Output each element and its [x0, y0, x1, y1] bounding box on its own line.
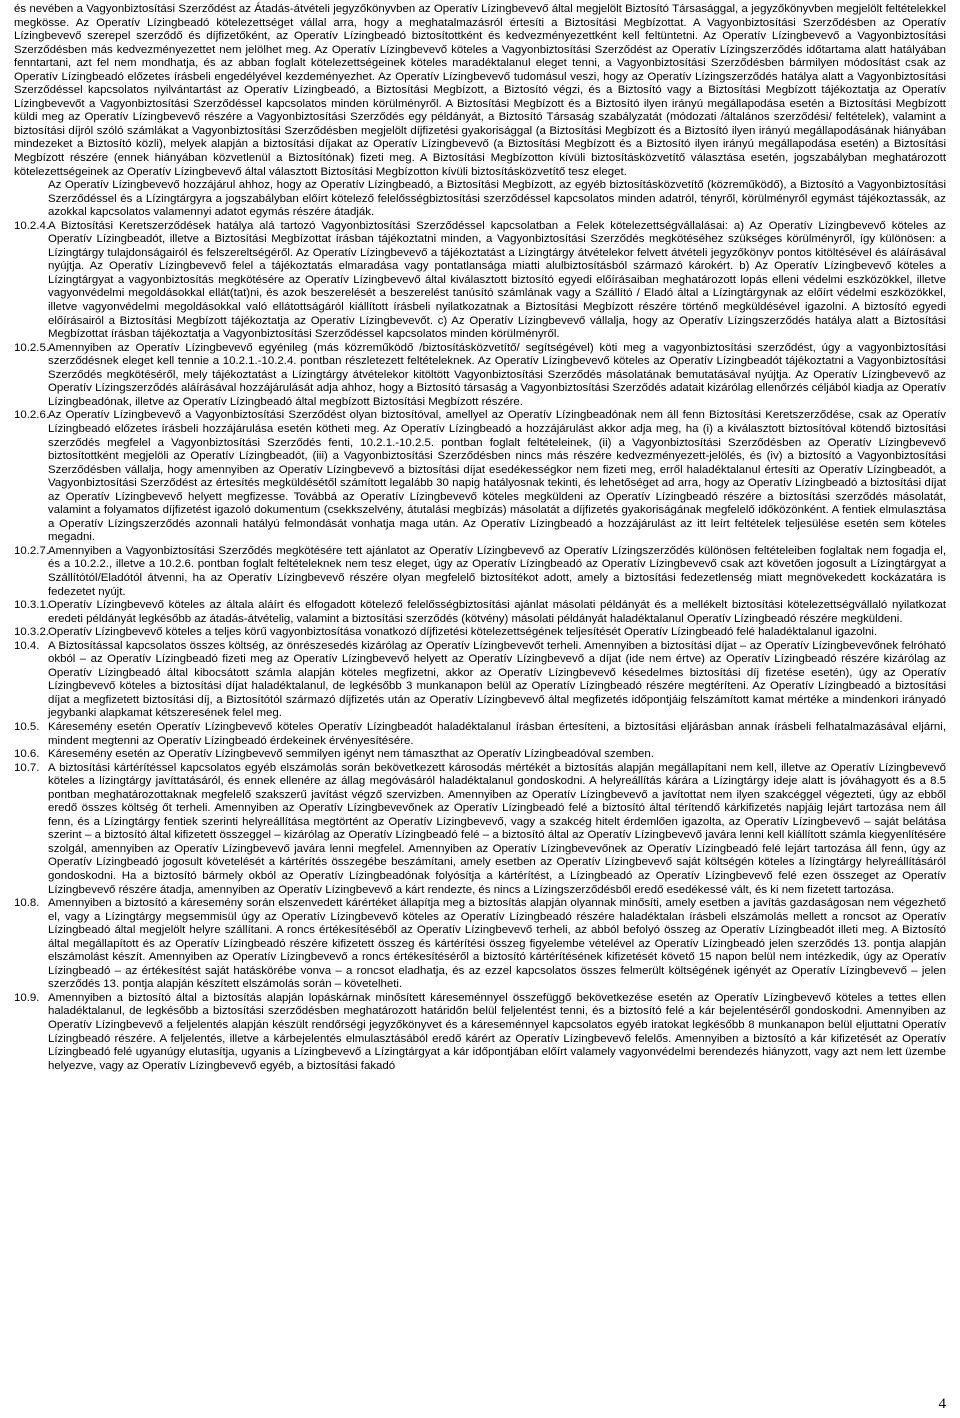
- section-text: Amennyiben az Operatív Lízingbevevő egyénileg (más közreműködő /biztosításközvetítő/ segítségével) köti meg a vagyonbiztosítási szerződést, úgy a vagyonbiztosítási szerződésnek eleget kell tennie a 10.2.1.-10.2.4. pontban részletezett feltételeknek. Az Operatív Lízingbevevő köteles az Operatív Lízingbeadót tájékoztatni a Vagyonbiztosítási Szerződés megkötéséről, mely tájékoztatást a Lízingtárgy átvételekor kitöltött Vagyonbiztosítási Szerződés másolatának bemutatásával nyújtja. Az Operatív Lízingbevevő az Operatív Lízingszerződés aláírásával hozzájárulását adja ahhoz, hogy a Biztosító társaság a Vagyonbiztosítási Szerződés adatait kizárólag ellenőrzés céljából kiadja az Operatív Lízingbeadónak, illetve az Operatív Lízingbeadó által megbízott Biztosítási Megbízott részére.: [48, 341, 946, 408]
- section-10-3-2: [14, 626, 946, 640]
- section-text: Káresemény esetén az Operatív Lízingbevevő semmilyen igényt nem támaszthat az Operatív Lízingbeadóval szemben.: [48, 748, 654, 761]
- section-text: Az Operatív Lízingbevevő a Vagyonbiztosítási Szerződést olyan biztosítóval, amellyel az Operatív Lízingbeadónak nem áll fenn Biztosítási Keretszerződése, csak az Operatív Lízingbeadó előzetes írásbeli hozzájárulása esetén kötheti meg. Az Operatív Lízingbeadó a hozzájárulást akkor adja meg, ha (i) a kiválasztott biztosítóval kötendő biztosítási szerződés megfelel a Vagyonbiztosítási Szerződés fenti, 10.2.1.-10.2.5. pontban foglalt feltételeinek, (ii) a Vagyonbiztosítási Szerződésben az Operatív Lízingbevevő biztosítottként megjelöli az Operatív Lízingbeadót, (iii) a Vagyonbiztosítási Szerződésben nincs más részére kedvezményezett-jelölés, és (iv) a biztosító a Vagyonbiztosítási Szerződésben vállalja, hogy amennyiben az Operatív Lízingbevevő a biztosítási díjat esedékességkor nem fizeti meg, erről haladéktalanul értesíti az Operatív Lízingbeadót, a Vagyonbiztosítási Szerződést az értesítés megküldésétől számított legalább 30 napig hatályosnak tekinti, és lehetőséget ad arra, hogy az Operatív Lízingbeadó a biztosítási díjat az Operatív Lízingbevevő helyett megfizesse. Továbbá az Operatív Lízingbevevő köteles megküldeni az Operatív Lízingbeadó részére a biztosítási szerződés másolatát, valamint a folyamatos díjfizetést igazoló dokumentum (csekkszelvény, átutalási megbízás) másolatát a díjfizetés gyakoriságának megfelelő időközönként. A fentiek elmulasztása a Operatív Lízingszerződés azonnali hatályú felmondását vonhatja maga után. Az Operatív Lízingbeadó a hozzájárulást az itt leírt feltételek teljesülése esetén sem köteles megadni.: [48, 409, 946, 544]
- section-10-2-7: [14, 545, 946, 599]
- section-text: Káresemény esetén Operatív Lízingbevevő köteles Operatív Lízingbeadót haladéktalanul írásban értesíteni, a biztosítási eljárásban annak írásbeli felhatalmazásával eljárni, mindent megtenni az Operatív Lízingbeadó érdekeinek érvényesítésére.: [48, 720, 946, 747]
- document-page: [14, 3, 946, 1073]
- section-number: 10.9.: [14, 991, 40, 1004]
- section-number: 10.5.: [14, 720, 40, 733]
- section-10-5: [14, 721, 946, 748]
- section-text: Operatív Lízingbevevő köteles az általa aláírt és elfogadott kötelező felelősségbiztosítási ajánlat másolati példányát és a mellékelt biztosítási kötelezettségvállaló nyilatkozat eredeti példányát legkésőbb az átadás-átvételig, valamint a biztosítási szerződés (kötvény) másolati példányát haladéktalanul Operatív Lízingbeadó részére megküldeni.: [48, 599, 946, 625]
- section-10-2-4: [14, 220, 946, 342]
- section-number: 10.6.: [14, 748, 40, 761]
- section-number: 10.8.: [14, 897, 40, 910]
- section-10-7: [14, 762, 946, 897]
- section-number: 10.3.2.: [14, 626, 49, 639]
- section-10-6: [14, 748, 946, 762]
- section-text: Amennyiben a biztosító által a biztosítás alapján lopáskárnak minősített káreseménnyel összefüggő bekövetkezése esetén az Operatív Lízingbevevő köteles a tettes ellen haladéktalanul, de legkésőbb a biztosítási szerződésben meghatározott határidőn belül feljelentést tenni, és a biztosító felé a kár bejelentéséről gondoskodni. Amennyiben az Operatív Lízingbevevő a feljelentés alapján készült rendőrségi jegyzőkönyvet és a káreseménnyel kapcsolatos egyéb iratokat legkésőbb 8 munkanapon belül eljuttatni Operatív Lízingbeadó részére. A feljelentés, illetve a kárbejelentés elmulasztásából eredő kárért az Operatív Lízingbevevő felelős. Amennyiben a biztosító a kár kifizetését az Operatív Lízingbeadó felé ugyanúgy elutasítja, ugyanis a Lízingbevevő a Lízingtárgyat a kár időpontjában előírt valamely vagyonvédelmi berendezés hiányzott, vagy azt nem lett üzembe helyezve, vagy az Operatív Lízingbevevő egyéb, a biztosítási fakadó: [48, 991, 946, 1072]
- section-text: Amennyiben a Vagyonbiztosítási Szerződés megkötésére tett ajánlatot az Operatív Lízingbevevő az Operatív Lízingszerződés különösen feltételeiben foglaltak nem fogadja el, és a 10.2.2., illetve a 10.2.6. pontban foglalt feltételeknek nem tesz eleget, úgy az Operatív Lízingbeadó az Operatív Lízingbevevő csak azt követően jogosult a Lízingtárgyat a Szállítótól/Eladótól átvenni, ha az Operatív Lízingbevevő részére olyan megfelelő biztosítékot adott, amely a biztosítási fedezetlenség miatt megnövekedett kockázatára is fedezetet nyújt.: [48, 544, 946, 598]
- section-10-3-1: [14, 599, 946, 626]
- section-number: 10.2.5.: [14, 341, 49, 354]
- section-10-8: [14, 897, 946, 992]
- section-10-2-5: [14, 342, 946, 410]
- section-number: 10.7.: [14, 761, 40, 774]
- section-number: 10.2.7.: [14, 544, 49, 557]
- section-text: A Biztosítási Keretszerződések hatálya alá tartozó Vagyonbiztosítási Szerződéssel kapcsolatban a Felek kötelezettségvállalásai: a) Az Operatív Lízingbevevő köteles az Operatív Lízingbeadót, illetve a Biztosítási Megbízottat írásban tájékoztatni minden, a Vagyonbiztosítási Szerződés megkötéséhez szükséges körülményről, így különösen: a Lízingtárgy tulajdonságairól és felszereltségéről. Az Operatív Lízingbevevő a tájékoztatást a Lízingtárgy átvételekor felvett átvételi jegyzőkönyv pontos kitöltésével és aláírásával nyújtja. Az Operatív Lízingbevevő felel a tájékoztatás elmaradása vagy pontatlansága miatti alulbiztosításból származó károkért. b) Az Operatív Lízingbevevő köteles a Lízingtárgyat a vagyonbiztosítás megkötésére az Operatív Lízingbevevő által kiválasztott biztosító egyedi előírásaiban meghatározott lopás elleni védelmi eszközökkel, illetve vagyonvédelmi megoldásokkal ellát(tat)ni, és azok beszerelését a beszerelést tanúsító számlának vagy a Szállító / Eladó által a Lízingtárgynak az előírt védelmi eszközökkel, illetve vagyonvédelmi megoldásokkal való ellátottságáról kiállított írásbeli nyilatkozatnak a Biztosítási Megbízott részére történő megküldésével igazolni. A biztosító egyedi előírásairól a Biztosítási Megbízott tájékoztatja az Operatív Lízingbevevőt. c) Az Operatív Lízingbevevő vállalja, hogy az Operatív Lízingszerződés hatálya alatt a Biztosítási Megbízottat írásban tájékoztatja a Vagyonbiztosítási Szerződéssel kapcsolatos minden körülményről.: [48, 219, 946, 341]
- section-number: 10.2.6.: [14, 409, 49, 422]
- section-text: Operatív Lízingbevevő köteles a teljes körű vagyonbiztosítása vonatkozó díjfizetési kötelezettségének teljesítését Operatív Lízingbeadó felé haladéktalanul igazolni.: [48, 626, 878, 639]
- paragraph-intro: és nevében a Vagyonbiztosítási Szerződést az Átadás-átvételi jegyzőkönyvben az Operatív Lízingbevevő által megjelölt Biztosító Társasággal, a jegyzőkönyvben megjelölt feltételekkel megkösse. Az Operatív Lízingbeadó kötelezettséget vállal arra, hogy a meghatalmazásról értesíti a Biztosítási Megbízottat. A Vagyonbiztosítási Szerződésben az Operatív Lízingbevevő szerepel szerződő és díjfizetőként, az Operatív Lízingbeadó biztosítottként és kedvezményezettként kell feltüntetni. Az Operatív Lízingbevevő a Vagyonbiztosítási Szerződésben más kedvezményezettet nem jelölhet meg. Az Operatív Lízingbevevő köteles a Vagyonbiztosítási Szerződést az Operatív Lízingszerződés időtartama alatt hatályában fenntartani, azt fel nem mondhatja, és az abban foglalt kötelezettségeinek köteles maradéktalanul eleget tenni, a Vagyonbiztosítási Szerződésben bármilyen módosítást csak az Operatív Lízingbeadó előzetes írásbeli engedélyével kezdeményezhet. Az Operatív Lízingbevevő tudomásul veszi, hogy az Operatív Lízingszerződés hatálya alatt a Vagyonbiztosítási Szerződéssel kapcsolatos nyilvántartást az Operatív Lízingbeadó, a Biztosítási Megbízott, a Biztosító végzi, és a Biztosító vagy a Biztosítási Megbízott tájékoztatja az Operatív Lízingbevevőt a Vagyonbiztosítási Szerződéssel kapcsolatos minden körülményről. A Biztosítási Megbízott és a Biztosító ilyen irányú megállapodása esetén a Biztosítási Megbízott küldi meg az Operatív Lízingbevevő részére a Vagyonbiztosítási Szerződés egy példányát, a Biztosító Társaság szabályzatát (módozati /általános szerződési/ feltételek), valamint a biztosítási díjról szóló számlákat a Vagyonbiztosítási Szerződésben megjelölt díjfizetési gyakorisággal (a Biztosítási Megbízott és a Biztosító ilyen irányú megállapodásának hiányában mindezeket a Biztosító közli), melyek alapján a biztosítási díjakat az Operatív Lízingbevevő (a Biztosítási Megbízott és a Biztosító ilyen irányú megállapodása esetén) a Biztosítási Megbízott részére (ennek hiányában közvetlenül a Biztosítónak) fizeti meg. A Biztosítási Megbízotton kívüli biztosításközvetítő választása esetén, jogszabályban meghatározott kötelezettségeinek az Operatív Lízingbevevő által választott Biztosítási Megbízotton kívüli biztosításközvetítő tesz eleget.: [14, 3, 946, 178]
- section-text: A biztosítási kártérítéssel kapcsolatos egyéb elszámolás során bekövetkezett károsodás mértékét a biztosítás alapján megállapítani nem kell, illetve az Operatív Lízingbevevő köteles a lízingtárgy javíttatásáról, és ennek ellenére az állag megóvásáról haladéktalanul gondoskodni. A helyreállítás kárára a Lízingtárgy ideje alatt is jóváhagyott és a 8.5 pontban meghatározottaknak megfelelő szakszerű javítást végző szervizben. Amennyiben az Operatív Lízingbevevő a javítottat nem ilyen szakcéggel végezteti, úgy az ebből eredő összes költség őt terheli. Amennyiben az Operatív Lízingbevevőnek az Operatív Lízingbeadó felé a biztosító által térítendő kárkifizetés napjáig lejárt tartozása nem áll fenn, és a Lízingtárgy fentiek szerinti helyreállítása megtörtént az Operatív Lízingbevevő, vagy a szakcég hitelt érdemlően igazolta, az Operatív Lízingbevevő – saját belátása szerint – a biztosító által kifizetett összeggel – kizárólag az Operatív Lízingbeadó felé – a biztosító által az Operatív Lízingbevevő javára lenni kell kiállított számla kiegyenlítésére szolgál, amennyiben az Operatív Lízingbevevő javára lenni megfelel. Amennyiben az Operatív Lízingbevevőnek az Operatív Lízingbeadó felé lejárt tartozása áll fenn, úgy az Operatív Lízingbeadó jogosult követelését a kártérítés összegébe beszámítani, amely esetben az Operatív Lízingbevevő saját költségén köteles a lízingtárgy helyreállításáról gondoskodni. Ha a biztosító bármely okból az Operatív Lízingbeadónak folyósítja a kártérítést, a Lízingbeadó az Operatív Lízingbevevő felé ezen összeget az Operatív Lízingbevevő részére átadja, amennyiben az Operatív Lízingbevevő a kárt rendezte, és nincs a Lízingszerződésből eredő esedékessé vált, és ki nem fizetett tartozása.: [48, 761, 946, 896]
- section-10-9: [14, 992, 946, 1073]
- section-number: 10.3.1.: [14, 599, 49, 612]
- paragraph-consent: Az Operatív Lízingbevevő hozzájárul ahhoz, hogy az Operatív Lízingbeadó, a Biztosítási Megbízott, az egyéb biztosításközvetítő (közreműködő), a Biztosító a Vagyonbiztosítási Szerződéssel és a Lízingtárgyra a jogszabályban előírt kötelező felelősségbiztosítási szerződéssel kapcsolatos minden adatról, tényről, körülményről egymást tájékoztassák, az azokkal kapcsolatos valamennyi adatot egymás részére átadják.: [48, 179, 946, 219]
- section-10-2-6: [14, 409, 946, 544]
- section-10-4: [14, 640, 946, 721]
- section-text: A Biztosítással kapcsolatos összes költség, az önrészesedés kizárólag az Operatív Lízingbevevőt terheli. Amennyiben a biztosítási díjat – az Operatív Lízingbevevőnek felróható okból – az Operatív Lízingbeadó fizeti meg az Operatív Lízingbevevő helyett az Operatív Lízingbevevő a díjat (ide nem értve) az Operatív Lízingbeadó részére kizárólag az Operatív Lízingbeadó által kibocsátott számla alapján köteles megfizetni, akkor az Operatív Lízingbevevő késedelmes biztosítási díj fizetése esetén), úgy az Operatív Lízingbevevő köteles a biztosítási díjat haladéktalanul, de legkésőbb 3 munkanapon belül az Operatív Lízingbeadó részére megtéríteni. Az Operatív Lízingbeadó a biztosítási díjat a megfizetett biztosítási díj, a Biztosítótól származó díjfizetés után az Operatív Lízingbevevő által megfizetés időpontjáig felszámított kamat mértéke a mindenkori irányadó jegybanki alapkamat kétszeresének felel meg.: [48, 639, 946, 720]
- page-number: 4: [938, 1396, 946, 1412]
- section-number: 10.2.4.: [14, 219, 49, 232]
- section-number: 10.4.: [14, 639, 40, 652]
- section-text: Amennyiben a biztosító a káresemény során elszenvedett kárértéket állapítja meg a biztosítás alapján olyannak minősíti, amely esetben a javítás gazdaságosan nem végezhető el, vagy a Lízingtárgy megsemmisül úgy az Operatív Lízingbevevő köteles az Operatív Lízingbeadó részére haladéktalan írásbeli elszámolás mellett a roncsot az Operatív Lízingbeadó által megjelölt helyre szállítani. A roncs értékesítéséből az Operatív Lízingbevevő terheli, az abból befolyó összeg az Operatív Lízingbeadót illeti meg. A Biztosító által megállapított és az Operatív Lízingbeadó részére kifizetett összeg és kártérítési összeg figyelembe vételével az Operatív Lízingbeadó jelen szerződés 13. pontja alapján elszámolást készít. Amennyiben az Operatív Lízingbevevő a roncs értékesítéséről a biztosító kártérítésének kifizetését követő 15 napon belül nem intézkedik, úgy az Operatív Lízingbeadó – az értékesítést saját hatáskörébe vonva – a roncsot eladhatja, és az ezzel kapcsolatos összes felmerült költségének igényét az Operatív Lízingbevevő – jelen szerződés 13. pontja alapján készített elszámolás során – követelheti.: [48, 897, 946, 991]
